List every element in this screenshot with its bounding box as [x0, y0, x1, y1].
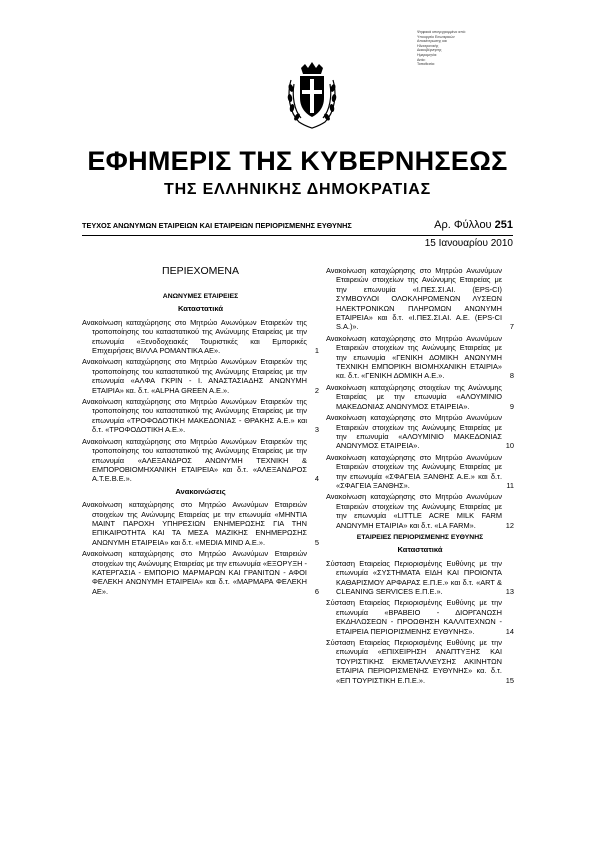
gazette-subtitle: ΤΗΣ ΕΛΛΗΝΙΚΗΣ ΔΗΜΟΚΡΑΤΙΑΣ — [164, 181, 431, 198]
toc-entry-page: 7 — [509, 322, 514, 332]
toc-entry-page: 1 — [314, 346, 319, 356]
toc-entry — [326, 638, 514, 685]
toc-entry-page: 8 — [509, 371, 514, 381]
header-rule — [82, 235, 513, 236]
toc-entry — [326, 492, 514, 530]
toc-heading: ΠΕΡΙΕΧΟΜΕΝΑ — [161, 265, 240, 277]
toc-entry — [82, 397, 319, 435]
toc-list-ltd — [326, 559, 514, 685]
toc-entry — [82, 500, 319, 547]
toc-entry-text: Ανακοίνωση καταχώρησης στο Μητρώο Ανωνύμων Εταιρειών της τροποποίησης του καταστατικού της Ανώνυμης Εταιρείας με την επωνυμία «ΑΛΦΑ ΓΚΡΙΝ - Ι. ΑΝΑΣΤΑΣΙΑΔΗΣ ΑΝΩΝΥΜΗ ΕΤΑΙΡΙΑ» κα. δ.τ. «ALPHA GREEN A.E.». — [82, 357, 307, 395]
toc-entry-page: 9 — [509, 401, 514, 411]
toc-entry — [326, 266, 514, 332]
toc-entry-text: Ανακοίνωση καταχώρησης στοιχείων της Ανώνυμης Εταιρείας με την επωνυμία «ΑΛΟΥΜΙΝΙΟ ΜΑΚΕΔΟΝΙΑΣ ΑΝΩΝΥΜΟΣ ΕΤΑΙΡΕΙΑ». — [326, 382, 502, 411]
sheet-no: 251 — [494, 219, 513, 231]
toc-entry-page: 2 — [314, 385, 319, 395]
toc-entry-page: 4 — [314, 474, 319, 484]
toc-entry — [326, 413, 514, 451]
issue-date: 15 Ιανουαρίου 2010 — [424, 238, 513, 249]
toc-entry — [326, 334, 514, 381]
toc-entry-text: Ανακοίνωση καταχώρησης στο Μητρώο Ανωνύμων Εταιρειών στοιχείων της Ανώνυμης Εταιρείας με την επωνυμία «ΑΛΟΥΜΙΝΙΟ ΜΑΚΕΔΟΝΙΑΣ ΑΝΩΝΥΜΟΣ ΕΤΑΙΡΕΙΑ». — [326, 413, 502, 451]
toc-list-announcements — [82, 500, 319, 596]
toc-entry — [82, 318, 319, 356]
toc-entry-page: 3 — [314, 425, 319, 435]
toc-entry-text: Ανακοίνωση καταχώρησης στο Μητρώο Ανωνύμων Εταιρειών στοιχείων της Ανώνυμης Εταιρείας με την επωνυμία «Ι.ΠΕΣ.ΣΙ.ΑΙ. (EPS-CI) ΣΥΜΒΟΥΛΟΙ ΟΛΟΚΛΗΡΩΜΕΝΩΝ ΛΥΣΕΩΝ ΗΛΕΚΤΡΟΝΙΚΩΝ ΠΛΗΡΩΜΩΝ ΑΝΩΝΥΜΗ ΕΤΑΙΡΕΙΑ» και δ.τ. «Ι.ΠΕΣ.ΣΙ.ΑΙ. Α.Ε. (EPS-CI S.A.)». — [326, 266, 502, 332]
toc-entry-page: 6 — [314, 586, 319, 596]
toc-entry — [326, 383, 514, 411]
stamp-line: Ημερομηνία: — [417, 52, 438, 57]
stamp-line: Διακυβέρνησης — [417, 48, 442, 53]
section-ltd-heading: ΕΤΑΙΡΕΙΕΣ ΠΕΡΙΟΡΙΣΜΕΝΗΣ ΕΥΘΥΝΗΣ — [356, 533, 484, 541]
issue-line — [82, 219, 513, 233]
toc-entry-text: Ανακοίνωση καταχώρησης στο Μητρώο Ανωνύμων Εταιρειών στοιχείων της Ανώνυμης Εταιρείας με την επωνυμία «ΕΞΟΡΥΞΗ - ΚΑΤΕΡΓΑΣΙΑ - ΕΜΠΟΡΙΟ ΜΑΡΜΑΡΩΝ ΚΑΙ ΓΡΑΝΙΤΩΝ - ΑΦΟΙ ΦΕΛΕΚΗ ΑΝΩΝΥΜΗ ΕΤΑΙΡΕΙΑ» και δ.τ. «ΜΑΡΜΑΡΑ ΦΕΛΕΚΗ ΑΕ». — [82, 549, 307, 596]
sheet-label: Αρ. Φύλλου — [434, 219, 492, 231]
toc-entry-text: Ανακοίνωση καταχώρησης στο Μητρώο Ανωνύμων Εταιρειών της τροποποίησης του καταστατικού της Ανώνυμης Εταιρείας με την επωνυμία «Ξενοδοχειακές Τουριστικές και Εμπορικές Επιχειρήσεις ΒΙΛΛΑ ΡΟΜΑΝΤΙΚΑ ΑΕ». — [82, 317, 307, 356]
toc-list-announcements-continued — [326, 266, 514, 530]
toc-entry-text: Ανακοίνωση καταχώρησης στο Μητρώο Ανωνύμων Εταιρειών της τροποποίησης του καταστατικού της Ανώνυμης Εταιρείας με την επωνυμία «ΤΡΟΦΟΔΟΤΙΚΗ ΜΑΚΕΔΟΝΙΑΣ - ΘΡΑΚΗΣ Α.Ε.» και δ.τ. «ΤΡΟΦΟΔΟΤΙΚΗ Α.Ε.». — [82, 397, 307, 435]
stamp-line: Ψηφιακά υπογεγραμμένο από: — [417, 30, 466, 34]
stamp-line: Τοποθεσία: — [417, 62, 435, 67]
stamp-line: Ηλεκτρονικής — [417, 43, 439, 48]
toc-entry-text: Ανακοίνωση καταχώρησης στο Μητρώο Ανωνύμων Εταιρειών στοιχείων της Ανώνυμης Εταιρείας με την επωνυμία «ΓΕΝΙΚΗ ΔΟΜΙΚΗ ΑΝΩΝΥΜΗ ΤΕΧΝΙΚΗ ΕΜΠΟΡΙΚΗ ΒΙΟΜΗΧΑΝΙΚΗ ΕΤΑΙΡΙΑ» κα. δ.τ. «ΓΕΝΙΚΗ ΔΟΜΙΚΗ Α.Ε.». — [326, 333, 502, 381]
toc-left-column — [82, 252, 319, 598]
toc-entry-text: Σύσταση Εταιρείας Περιορισμένης Ευθύνης με την επωνυμία «ΒΡΑΒΕΙΟ - ΔΙΟΡΓΑΝΩΣΗ ΕΚΔΗΛΩΣΕΩΝ - ΠΡΟΩΘΗΣΗ ΚΑΛΛΙΤΕΧΝΩΝ - ΕΤΑΙΡΕΙΑ ΠΕΡΙΟΡΙΣΜΕΝΗΣ ΕΥΘΥΝΗΣ». — [326, 598, 502, 636]
toc-entry-page: 14 — [505, 626, 514, 636]
stamp-line: Αιτία: — [417, 57, 426, 62]
toc-entry-text: Σύσταση Εταιρείας Περιορισμένης Ευθύνης με την επωνυμία «ΕΠΙΧΕΙΡΗΣΗ ΑΝΑΠΤΥΞΗΣ ΚΑΙ ΤΟΥΡΙΣΤΙΚΗΣ ΕΚΜΕΤΑΛΛΕΥΣΗΣ ΑΚΙΝΗΤΩΝ ΕΤΑΙΡΙΑ ΠΕΡΙΟΡΙΣΜΕΝΗΣ ΕΥΘΥΝΗΣ» κα. δ.τ. «ΕΠ ΤΟΥΡΙΣΤΙΚΗ Ε.Π.Ε.». — [326, 638, 502, 685]
toc-entry-text: Σύσταση Εταιρείας Περιορισμένης Ευθύνης με την επωνυμία «ΣΥΣΤΗΜΑΤΑ ΕΙΔΗ ΚΑΙ ΠΡΟΙΟΝΤΑ ΚΑΘΑΡΙΣΜΟΥ ΑΡΦΑΡΑΣ Ε.Π.Ε.» και δ.τ. «ART & CLEANING SERVICES Ε.Π.Ε.». — [326, 558, 502, 596]
toc-list-statutes — [82, 318, 319, 484]
toc-entry-page: 12 — [505, 520, 514, 530]
toc-entry-text: Ανακοίνωση καταχώρησης στο Μητρώο Ανωνύμων Εταιρειών στοιχείων της Ανώνυμης Εταιρείας με την επωνυμία «ΣΦΑΓΕΙΑ ΞΑΝΘΗΣ Α.Ε.» και δ.τ. «ΣΦΑΓΕΙΑ ΞΑΝΘΗΣ». — [326, 452, 502, 490]
section-sa-heading: ΑΝΩΝΥΜΕΣ ΕΤΑΙΡΕΙΕΣ — [162, 293, 239, 300]
greek-coat-of-arms-icon — [283, 60, 341, 130]
subsection-statutes-ltd: Καταστατικά — [397, 545, 443, 555]
toc-entry-text: Ανακοίνωση καταχώρησης στο Μητρώο Ανωνύμων Εταιρειών στοιχείων της Ανώνυμης Εταιρείας με την επωνυμία «LITTLE ACRE MILK FARM ΑΝΩΝΥΜΗ ΕΤΑΙΡΙΑ» και δ.τ. «LA FARM». — [326, 492, 502, 530]
toc-entry-page: 13 — [505, 587, 514, 596]
sheet-number — [434, 219, 513, 231]
toc-entry-page: 11 — [506, 480, 514, 490]
toc-entry-text: Ανακοίνωση καταχώρησης στο Μητρώο Ανωνύμων Εταιρειών της τροποποίησης του καταστατικού της Ανώνυμης Εταιρείας με την επωνυμία «ΑΛΕΞΑΝΔΡΟΣ ΑΝΩΝΥΜΗ ΤΕΧΝΙΚΗ & ΕΜΠΟΡΟΒΙΟΜΗΧΑΝΙΚΗ ΕΤΑΙΡΕΙΑ» και δ.τ. «ΑΛΕΞΑΝΔΡΟΣ Α.Τ.Ε.Β.Ε.». — [82, 436, 307, 484]
toc-entry — [326, 559, 514, 597]
toc-entry-page: 10 — [505, 441, 514, 451]
toc-entry — [82, 437, 319, 484]
toc-right-column — [326, 266, 514, 687]
stamp-line: Αποκέντρωσης και — [417, 39, 447, 44]
toc-entry-text: Ανακοίνωση καταχώρησης στο Μητρώο Ανωνύμων Εταιρειών στοιχείων της Ανώνυμης Εταιρείας με την επωνυμία «ΜΗΝΤΙΑ ΜΑΙΝΤ ΠΑΡΟΧΗ ΥΠΗΡΕΣΙΩΝ ΕΝΗΜΕΡΩΣΗΣ ΓΙΑ ΤΗΝ ΕΠΙΚΑΙΡΟΤΗΤΑ ΚΑΙ ΤΑ ΜΕΣΑ ΜΑΖΙΚΗΣ ΕΝΗΜΕΡΩΣΗΣ ΑΝΩΝΥΜΗ ΕΤΑΙΡΕΙΑ» και δ.τ. «MEDIA MIND A.E.». — [82, 500, 307, 547]
toc-entry — [82, 549, 319, 596]
issue-type: ΤΕΥΧΟΣ ΑΝΩΝΥΜΩΝ ΕΤΑΙΡΕΙΩΝ ΚΑΙ ΕΤΑΙΡΕΙΩΝ ΠΕΡΙΟΡΙΣΜΕΝΗΣ ΕΥΘΥΝΗΣ — [82, 221, 352, 230]
toc-entry — [326, 598, 514, 636]
stamp-line: Υπουργείο Εσωτερικών — [417, 34, 455, 39]
gazette-title: ΕΦΗΜΕΡΙΣ ΤΗΣ ΚΥΒΕΡΝΗΣΕΩΣ — [87, 146, 508, 176]
toc-entry-page: 15 — [505, 675, 514, 685]
toc-entry-page: 5 — [314, 537, 319, 547]
toc-entry — [326, 453, 514, 491]
digital-signature-stamp — [417, 30, 492, 67]
subsection-announcements: Ανακοινώσεις — [175, 486, 226, 496]
subsection-statutes: Καταστατικά — [177, 304, 223, 314]
toc-entry — [82, 357, 319, 395]
